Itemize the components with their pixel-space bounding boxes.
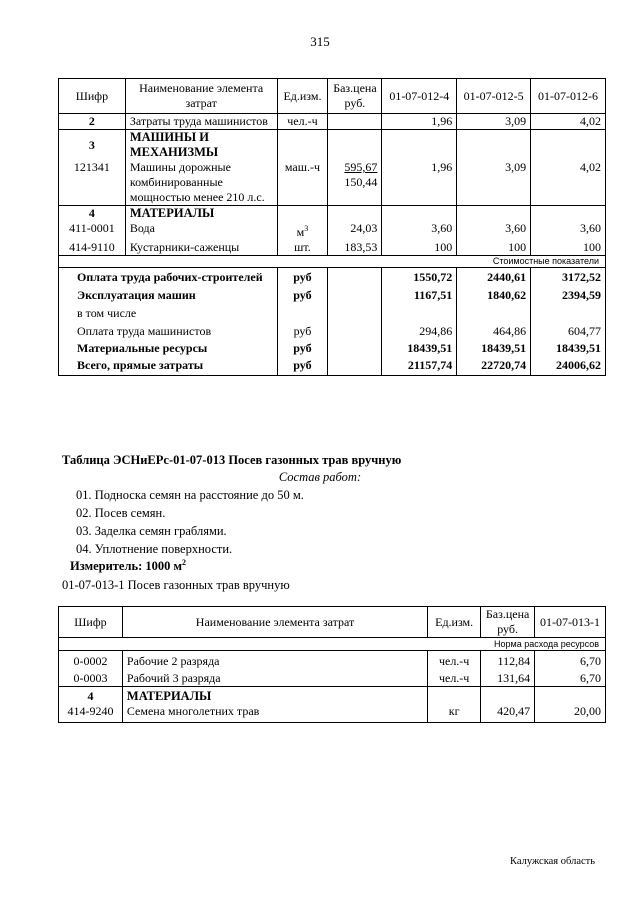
value-cell: 1,96	[382, 160, 457, 206]
work-step: 01. Подноска семян на расстояние до 50 м.	[76, 488, 304, 502]
header-cell: Наименование элемента затрат	[122, 607, 427, 638]
unit-cell: чел.-ч	[428, 651, 481, 670]
table-row	[59, 206, 606, 222]
cost-label-row	[59, 256, 606, 268]
header-cell: Ед.изм.	[428, 607, 481, 638]
price-cell	[328, 114, 382, 130]
cost-name-cell: Оплата труда рабочих-строителей	[59, 268, 278, 286]
unit-cell: руб	[277, 339, 328, 356]
region-footer: Калужская область	[510, 856, 596, 867]
value-cell: 464,86	[457, 321, 531, 339]
value-cell: 3,60	[457, 221, 531, 240]
table-row	[59, 303, 606, 321]
cost-name-cell: Эксплуатация машин	[59, 285, 278, 303]
value-cell: 18439,51	[531, 339, 606, 356]
code-cell: 0-0002	[59, 651, 123, 670]
meter-label: Измеритель: 1000 $м^2$	[70, 558, 187, 574]
header-cell: Наименование элемента затрат	[125, 79, 277, 114]
unit-cell: руб	[277, 356, 328, 376]
header-cell: Шифр	[59, 79, 126, 114]
value-cell: 2394,59	[531, 285, 606, 303]
code-cell: 121341	[59, 160, 126, 206]
work-step: 03. Заделка семян граблями.	[76, 524, 227, 538]
code-cell: 0-0003	[59, 669, 123, 687]
resource-table-013	[58, 606, 606, 723]
header-cell: Баз.цена руб.	[481, 607, 535, 638]
value-cell: 100	[382, 240, 457, 256]
value-cell: 1550,72	[382, 268, 457, 286]
table-row	[59, 669, 606, 687]
section-title: Таблица ЭСНиЕРс-01-07-013 Посев газонных трав вручную	[62, 453, 402, 467]
table-header-row	[59, 607, 606, 638]
cost-label: Стоимостные показатели	[59, 256, 606, 268]
price-cell	[328, 160, 382, 206]
name-cell: Кустарники-саженцы	[125, 240, 277, 256]
name-cell: Машины дорожные комбинированные мощностью менее 210 л.с.	[125, 160, 277, 206]
unit-cell: шт.	[277, 240, 328, 256]
value-cell: 3,60	[382, 221, 457, 240]
table-row	[59, 114, 606, 130]
value-cell: 1167,51	[382, 285, 457, 303]
value-cell: 3,09	[457, 160, 531, 206]
value-cell: 100	[457, 240, 531, 256]
name-cell: Вода	[125, 221, 277, 240]
value-cell: 4,02	[531, 160, 606, 206]
value-cell: 6,70	[535, 669, 606, 687]
unit-cell: $м^3$	[277, 221, 328, 240]
section-heading: МАТЕРИАЛЫ	[122, 687, 427, 705]
table-row	[59, 356, 606, 376]
name-cell: Рабочие 2 разряда	[122, 651, 427, 670]
cost-name-cell: Всего, прямые затраты	[59, 356, 278, 376]
section-heading: МАТЕРИАЛЫ	[125, 206, 277, 222]
header-cell: 01-07-013-1	[535, 607, 606, 638]
header-cell: 01-07-012-4	[382, 79, 457, 114]
code-cell: 414-9240	[59, 704, 123, 723]
name-cell: Семена многолетних трав	[122, 704, 427, 723]
value-cell: 2440,61	[457, 268, 531, 286]
norm-label: Норма расхода ресурсов	[59, 638, 606, 651]
value-cell: 3172,52	[531, 268, 606, 286]
resource-table-012	[58, 78, 606, 376]
composition-label: Состав работ:	[278, 470, 362, 484]
value-cell: 22720,74	[457, 356, 531, 376]
header-cell: Баз.цена руб.	[328, 79, 382, 114]
page-number: 315	[310, 34, 330, 49]
norm-label-row	[59, 638, 606, 651]
name-cell: Рабочий 3 разряда	[122, 669, 427, 687]
unit-cell: руб	[277, 321, 328, 339]
unit-cell: чел.-ч	[277, 114, 328, 130]
code-cell: 3	[59, 130, 126, 161]
unit-cell: кг	[428, 704, 481, 723]
table-row	[59, 687, 606, 705]
price-value: 595,67	[344, 160, 378, 174]
value-cell: 3,09	[457, 114, 531, 130]
unit-cell: руб	[277, 268, 328, 286]
table-row	[59, 160, 606, 206]
section-heading: МАШИНЫ И МЕХАНИЗМЫ	[125, 130, 277, 161]
table-row	[59, 285, 606, 303]
table-row	[59, 130, 606, 161]
price-cell: 24,03	[328, 221, 382, 240]
value-cell: 100	[531, 240, 606, 256]
code-cell: 414-9110	[59, 240, 126, 256]
table-row	[59, 240, 606, 256]
value-cell: 1840,62	[457, 285, 531, 303]
table-row	[59, 339, 606, 356]
code-cell: 4	[59, 687, 123, 705]
price-cell: 112,84	[481, 651, 535, 670]
cost-name-cell: Оплата труда машинистов	[59, 321, 278, 339]
value-cell: 18439,51	[457, 339, 531, 356]
rate-code-line: 01-07-013-1 Посев газонных трав вручную	[62, 578, 290, 592]
cost-name-cell: Материальные ресурсы	[59, 339, 278, 356]
work-step: 02. Посев семян.	[76, 506, 166, 520]
price-value: 150,44	[344, 175, 378, 189]
value-cell: 6,70	[535, 651, 606, 670]
table-row	[59, 321, 606, 339]
value-cell: 21157,74	[382, 356, 457, 376]
name-cell: Затраты труда машинистов	[125, 114, 277, 130]
value-cell: 24006,62	[531, 356, 606, 376]
value-cell: 3,60	[531, 221, 606, 240]
header-cell: Ед.изм.	[277, 79, 328, 114]
price-cell: 420,47	[481, 704, 535, 723]
unit-cell: чел.-ч	[428, 669, 481, 687]
header-cell: 01-07-012-5	[457, 79, 531, 114]
value-cell: 294,86	[382, 321, 457, 339]
table-row	[59, 704, 606, 723]
table-row	[59, 221, 606, 240]
unit-cell: руб	[277, 285, 328, 303]
cost-name-cell: в том числе	[59, 303, 278, 321]
table-row	[59, 651, 606, 670]
unit-cell: маш.-ч	[277, 160, 328, 206]
price-cell: 183,53	[328, 240, 382, 256]
code-cell: 411-0001	[59, 221, 126, 240]
value-cell: 20,00	[535, 704, 606, 723]
price-cell: 131,64	[481, 669, 535, 687]
value-cell: 1,96	[382, 114, 457, 130]
value-cell: 4,02	[531, 114, 606, 130]
header-cell: Шифр	[59, 607, 123, 638]
table-header-row	[59, 79, 606, 114]
work-step: 04. Уплотнение поверхности.	[76, 542, 233, 556]
value-cell: 18439,51	[382, 339, 457, 356]
code-cell: 4	[59, 206, 126, 222]
table-row	[59, 268, 606, 286]
header-cell: 01-07-012-6	[531, 79, 606, 114]
code-cell: 2	[59, 114, 126, 130]
value-cell: 604,77	[531, 321, 606, 339]
